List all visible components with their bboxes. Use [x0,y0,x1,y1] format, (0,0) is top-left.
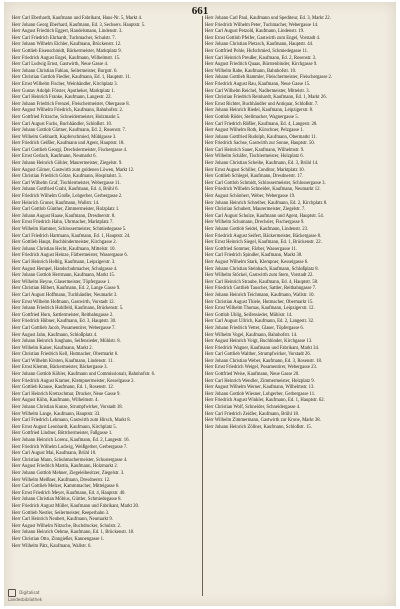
directory-entry: Herr Carl Friedrich Hartmann, Kaufmann, Ed. 1, Hauptstr. 24. [12,233,131,239]
directory-entry: Herr August Schönherr, Weber, Webergasse 19. [205,194,296,200]
document-page [4,2,396,606]
directory-entry: Herr Wilhelm Meißner, Kaufmann, Dresdnerstr. 12. [12,477,111,483]
directory-entry: Herr Carl Heinrich Preußer, Kaufmann, Ed. 2, Rosenstr. 3. [205,55,317,61]
directory-entry: Herr Johann Heinrich Oehme, Kaufmann, Ed. 1, Brückenstr. 18. [12,530,135,536]
directory-entry: Herr Carl Gottlieb Melzer, Kammmacher, Mittelgasse 6. [12,484,120,490]
directory-entry: Herr Ernst Richter, Buchhändler und Antiquar, Schloßstr. 7. [205,101,319,107]
directory-entry: Herr Friedrich Wilhelm Peter, Tuchmacher, Webergasse 14. [205,22,319,28]
directory-entry: Herr Johann Christian Weber, Kaufmann, Ed. 3, Rosenstr. 18. [205,358,323,364]
directory-entry: Herr Johann Heinrich Teichmann, Kaufmann, Wallstr. 10. [205,292,315,298]
directory-entry: Herr Carl Gottlieb Walther, Strumpfwirker, Vorstadt 26. [205,352,311,358]
right-column [205,16,393,431]
directory-entry: Herr Ernst Wilhelm Thomas, Kaufmann, Leipzigerstr. 12. [205,306,315,312]
directory-entry: Herr Christian Mann, Schuhmachermeister, Schustergasse 4. [12,457,128,463]
library-logo-icon [8,589,16,597]
directory-entry: Herr Friedrich Wagner, Kaufmann und Fabrikant, Markt 34. [205,345,320,351]
directory-entry: Herr Johann Gottlob Wiesner, Lohgerber, Gerbergasse 11. [205,391,316,397]
directory-entry: Herr August Friedrich Eggert, Handelsmann, Lindenstr. 3. [12,29,123,35]
directory-entry: Herr Carl Gottlieb Jacob, Posamentirer, Webergasse 7. [12,325,116,331]
directory-entry: Herr Christian Schubert, Maurermeister, Ziegelstr. 7. [205,207,306,213]
directory-entry: Herr Johann Heinrich Junghans, Seifensieder, Mühlstr. 8. [12,339,121,345]
directory-entry: Herr August Wilhelm Roth, Kürschner, Pelzgasse 1. [205,128,304,134]
directory-entry: Herr Johann Gottlob Mehner, Ziegeleibesitzer, Ziegelstr. 3. [12,470,125,476]
directory-entry: Herr Johann Gottlob Gärtner, Kaufmann, Ed. 2, Rosenstr. 7. [12,128,127,134]
directory-entry: Herr Friedrich August Engel, Kaufmann, Wilhelmstr. 15. [12,55,121,61]
directory-entry: Herr Johann Friedrich Vetter, Glaser, Töpfergasse 6. [205,325,304,331]
directory-entry: Herr Carl Gottlob Schmidt, Schlossermeister, Schlossergasse 3. [205,180,326,186]
directory-entry: Herr Johann Gottfried Rudolph, Kaufmann, Obermarkt 11. [205,134,317,140]
directory-entry: Herr Carl Gottlob Günther, Zimmermeister, Holzplatz 1. [12,207,120,213]
directory-entry: Herr Carl Heinrich Straube, Kaufmann, Ed. 4, Hauptstr. 58. [205,279,319,285]
directory-entry: Herr Wilhelm Schumann, Drechsler, Fischergasse 9. [205,220,305,226]
directory-entry: Herr Johann Christian Kunze, Strumpfwirker, Vorstadt 18. [12,405,123,411]
directory-entry: Herr Johann Gottlob Herrmann, Kaufmann, Markt 15. [12,273,116,279]
directory-entry: Herr Friedrich August Müller, Kaufmann und Fabrikant, Markt 20. [12,503,140,509]
directory-entry: Herr Johann Christian Hecht, Kaufmann, Mittelstr. 10. [12,246,116,252]
directory-entry: Herr Friedrich Sachse, Gastwirth zur Sonne, Hauptstr. 50. [205,141,315,147]
directory-entry: Herr August Wilhelm Friedrich, Kaufmann, Bahnhofstr. 2. [12,108,124,114]
directory-entry: Herr Johann Friedrich Frenzel, Fleischermeister, Obergasse 8. [12,101,130,107]
directory-entry: Herr Gottfried Pohle, Hufschmied, Schmiedegasse 11. [205,48,309,54]
library-watermark [8,589,42,602]
directory-entry: Herr Johann Carl Paul, Kaufmann und Spediteur, Ed. 3, Markt 22. [205,16,331,21]
directory-entry: Herr Johann Christian Fabian, Seilermeister, Burgstr. 6. [12,68,118,74]
directory-entry: Herr Ernst Friedrich Hahn, Uhrmacher, Marktplatz 7. [12,220,114,226]
directory-entry: Herr August Friedrich Quaas, Bürstenbinder, Kirchgasse 9. [205,62,318,68]
directory-entry: Herr Carl Gottlieb Georgi, Drechslermeister, Fischergasse 4. [12,147,128,153]
directory-entry: Herr Ernst Friedrich Weigel, Posamentirer, Webergasse 23. [205,365,318,371]
directory-entry: Herr Gottlieb Krause, Kaufmann, Ed. 1, Rosenstr. 12. [12,385,114,391]
directory-entry: Herr August Jahn, Kaufmann, Schloßplatz 4. [12,332,98,338]
directory-entry: Herr Wilhelm Pätz, Kaufmann, Wallstr. 6. [12,543,92,549]
directory-entry: Herr Friedrich August Rau, Kaufmann, Neue Gasse 15. [205,81,311,87]
directory-entry: Herr Wilhelm Stöckel, Gastwirth zum Stern, Vorstadt 22. [205,273,314,279]
directory-entry: Herr Friedrich Wilhelm Schneider, Kaufmann, Neumarkt 12. [205,187,321,193]
directory-entry: Herr Johann Christian Pietzsch, Kaufmann, Hauptstr. 44. [205,42,314,48]
directory-entry: Herr Ernst Wilhelm Fischer, Weinhändler, Kirchplatz 3. [12,81,118,87]
directory-entry: Herr Heinrich Gruner, Kaufmann, Wallstr. 14. [12,200,100,206]
directory-entry: Herr Friedrich Wilhelm Ludwig, Weißgerber, Gerbergasse 7. [12,444,128,450]
directory-entry: Herr Johann Gottfried Grahl, Kaufmann, Ed. 4, Brühl 6. [12,187,119,193]
directory-entry: Herr Gottlob Uhlig, Seifensieder, Mühlstr. 14. [205,312,293,318]
directory-entry: Herr Christian Gottlob Fiedler, Kaufmann, Ed. 1, Hauptstr. 11. [12,75,131,81]
directory-entry: Herr Friedrich August Kramer, Klempnermeister, Kesselgasse 2. [12,378,135,384]
directory-entry: Herr August Friedrich Martin, Kaufmann, Holzmarkt 2. [12,464,118,470]
directory-entry: Herr Carl Friedrich Lehmann, Gastwirth zum Hirsch, Markt 8. [12,418,131,424]
directory-entry: Herr Ernst August Schiller, Conditor, Marktplatz 10. [205,167,305,173]
directory-entry: Herr Carl Eberhardt, Kaufmann und Fabrikant, Haus-Nr. 5, Markt 4. [12,16,143,21]
watermark-line-1: Digitalisat [19,590,40,595]
directory-entry: Herr Carl Friedrich Spindler, Kaufmann, Markt 30. [205,253,303,259]
directory-entry: Herr Friedrich Hübner, Kaufmann, Ed. 3, Hauptstr. 30. [12,319,117,325]
directory-entry: Herr August Wilhelm Werner, Kaufmann, Wilhelmstr. 13. [205,385,315,391]
directory-entry: Herr Ernst Gerlach, Kaufmann, Neumarkt 6. [12,154,97,160]
directory-entry: Herr Carl Ludwig Ernst, Gastwirth, Neue Gasse 4. [12,62,109,68]
directory-entry: Herr Friedrich August Winkler, Kaufmann, Ed. 1, Hauptstr. 62. [205,398,325,404]
directory-entry: Herr Johann Wilhelm Eichler, Kaufmann, Brückenstr. 12. [12,42,122,48]
directory-entry: Herr Carl August Schulze, Kaufmann und Agent, Hauptstr. 54. [205,213,324,219]
directory-entry: Herr Carl Heinrich Franke, Kaufmann, Langestr. 22. [12,95,112,101]
directory-entry: Herr Wilhelm Hammer, Schlossermeister, Schmiedegasse 5. [12,227,127,232]
directory-entry: Herr Friedrich Geißler, Kaufmann und Agent, Hauptstr. 18. [12,141,125,147]
directory-entry: Herr Ernst August Leonhardt, Kaufmann, Kirchplatz 5. [12,424,117,430]
directory-entry: Herr Ernst Heinrich Siegel, Kaufmann, Ed. 1, Brückenstr. 22. [205,240,322,246]
directory-entry: Herr Carl Heinrich Kretzschmar, Drucker, Neue Gasse 9. [12,391,121,397]
directory-entry: Herr Gottfried Horn, Sattlermeister, Reitbahngasse 2. [12,312,114,318]
left-column [12,16,200,550]
directory-entry: Herr Ernst Wilhelm Hofmann, Gastwirth, Vorstadt 12. [12,299,115,305]
directory-entry: Herr Gottfried Weise, Kaufmann, Neue Gasse 20. [205,372,300,378]
directory-entry: Herr Christian Friedrich Kell, Hutmacher, Obermarkt 6. [12,352,119,358]
directory-entry: Herr Wilhelm Vogel, Kaufmann, Bahnhofstr. 14. [205,332,298,338]
directory-entry: Herr Ernst Gottlob Pfeifer, Gastwirth zum Engel, Vorstadt 4. [205,35,321,41]
column-divider [202,16,203,596]
directory-entry: Herr Johann Gottlieb Rammler, Fleischermeister, Fleischergasse 2. [205,75,333,81]
directory-entry: Herr Johann Heinrich Riedel, Kaufmann, Leipzigerstr. 8. [205,108,314,114]
directory-entry: Herr August Wilhelm Nitzsche, Buchdrucker, Schulstr. 2. [12,523,122,529]
directory-entry: Herr Gottlieb Eisenschmidt, Bäckermeister, Marktplatz 9. [12,48,122,54]
directory-entry: Herr Christian Hilbert, Kaufmann, Ed. 2, Lange Gasse 9. [12,286,121,292]
directory-entry: Herr Johann Gottlob Seidel, Kaufmann, Lindenstr. 23. [205,227,309,232]
directory-entry: Herr Johann Heinrich Lorenz, Kaufmann, Ed. 2, Langestr. 16. [12,438,130,443]
directory-entry: Herr Carl Wilhelm Kirsten, Kaufmann, Lindenstr. 11. [12,358,114,364]
directory-entry: Herr Carl August Hoffmann, Tuchhändler, Neumarkt 3. [12,292,118,298]
directory-entry: Herr Friedrich Gottlieb Tauscher, Sattler, Reitbahngasse 7. [205,286,317,292]
directory-entry: Herr Gottlob Röder, Stellmacher, Wagnergasse 5. [205,114,299,120]
directory-entry: Herr August Hempel, Handschuhmacher, Schulgasse 4. [12,266,118,272]
directory-entry: Herr Johann Georg Eberhard, Kaufmann, Ed. 3, Sechsers. Hauptstr. 5. [12,22,146,28]
directory-entry: Herr Gottlieb Haupt, Buchbindermeister, Kirchgasse 2. [12,240,117,246]
directory-entry: Herr Johann Gottlob Köhler, Kaufmann und Commissionair, Bahnhofstr. 6. [12,372,156,378]
watermark-line-2: Landesbibliothek [8,597,43,602]
directory-entry: Herr Christian Friedrich Götze, Kaufmann, Hospitalstr. 3. [12,174,122,180]
directory-entry: Herr Johann August Haase, Kaufmann, Dresdnerstr. 8. [12,213,116,219]
directory-entry: Herr Carl Friedrich Ehrhardt, Tuchmacher, Schulstr. 7. [12,35,116,41]
directory-entry: Herr Johann Friedrich Hohlfeld, Kaufmann, Brückenstr. 5. [12,306,124,312]
directory-entry: Herr Christian Friedrich Reinhardt, Kaufmann, Ed. 1, Markt 26. [205,95,327,101]
directory-entry: Herr Johann Heinrich Zöllner, Kaufmann, Schloßstr. 15. [205,424,312,430]
directory-entry: Herr August Heinrich Voigt, Buchbinder, Kirchgasse 13. [205,339,313,345]
directory-entry: Herr Carl Heinrich Wendler, Zimmermeister, Holzplatz 9. [205,378,315,384]
directory-entry: Herr Wilhelm Rabe, Kaufmann, Bahnhofstr. 10. [205,68,297,74]
directory-entry: Herr Gottlieb Nestler, Seilermeister, Reeperbahn 3. [12,510,110,516]
directory-entry: Herr August Kühn, Kaufmann, Wilhelmstr. 4. [12,398,99,404]
directory-entry: Herr Wilhelm Gebhardt, Kupferschmied, Mühlgasse 3. [12,134,117,140]
directory-entry: Herr Gottfried Sommer, Färber, Wassergasse 11. [205,246,298,252]
directory-entry: Herr Johann Christian Scheibe, Kaufmann, Ed. 3, Brühl 14. [205,161,319,167]
directory-entry: Herr Friedrich Wilhelm Große, Lohgerber, Gerbergasse 2. [12,194,123,200]
directory-entry: Herr Carl Friedrich Rößler, Kaufmann, Ed. 4, Langestr. 28. [205,121,318,127]
directory-entry: Herr Ernst Friedrich Meyer, Kaufmann, Ed. 4, Hauptstr. 40. [12,490,126,496]
directory-entry: Herr Johann Christian Steinbach, Kaufmann, Schloßplatz 8. [205,266,319,272]
directory-entry: Herr Carl August Petzold, Kaufmann, Lindenstr. 19. [205,29,305,35]
directory-entry: Herr Carl August Fuchs, Buchhändler, Schloßstr. 10. [12,121,113,127]
directory-entry: Herr Carl August Mai, Kaufmann, Brühl 10. [12,451,97,457]
directory-entry: Herr Johann Heinrich Göhler, Maurermeister, Ziegelstr. 9. [12,161,123,167]
directory-entry: Herr Carl Wilhelm Reichel, Nadlermeister, Mittelstr. 3. [205,88,310,94]
directory-entry: Herr Carl Wilhelm Graf, Tischlermeister, Webergasse 11. [12,180,121,186]
directory-entry: Herr August Wilhelm Stark, Klempner, Kesselgasse 6. [205,259,309,265]
directory-entry: Herr Wilhelm Zimmermann, Gastwirth zur Krone, Markt 38. [205,418,321,424]
directory-entry: Herr Johann Christian Möbius, Gürtler, Schmiedegasse 8. [12,497,122,503]
directory-entry: Herr Wilhelm Schäfer, Tischlermeister, Holzplatz 6. [205,154,304,160]
directory-entry: Herr Gottfried Lindner, Böttchermeister, Faßgasse 1. [12,431,113,437]
directory-entry: Herr Gustav Adolph Förster, Apotheker, Marktplatz 1. [12,88,115,94]
directory-entry: Herr Gottlieb Schlegel, Kaufmann, Dresdnerstr. 17. [205,174,304,180]
directory-entry: Herr Carl Friedrich Zeidler, Kaufmann, Brühl 18. [205,411,300,417]
directory-entry: Herr Friedrich August Seifert, Bäckermeister, Bäckergasse 8. [205,233,322,239]
directory-entry: Herr Carl Heinrich Neubert, Kaufmann, Neumarkt 9. [12,517,113,523]
directory-entry: Herr Wilhelm Lange, Kaufmann, Hauptstr. 33. [12,411,101,417]
directory-entry: Herr Wilhelm Heyne, Glasermeister, Töpfergasse 1. [12,279,111,285]
directory-entry: Herr Gottfried Fritzsche, Schneidermeister, Holzmarkt 5. [12,114,121,120]
directory-entry: Herr Christian August Thiele, Hutmacher, Obermarkt 15. [205,299,314,305]
directory-entry: Herr Friedrich August Heinze, Färbermeister, Wassergasse 6. [12,253,128,259]
directory-entry: Herr Wilhelm Kaiser, Kaufmann, Markt 2. [12,345,93,351]
directory-entry: Herr Carl Heinrich Sauer, Kaufmann, Wilhelmstr. 9. [205,147,305,153]
directory-entry: Herr Christian Otto, Zinngießer, Kannengasse 1. [12,536,105,542]
directory-entry: Herr August Görner, Gastwirth zum goldenen Löwen, Markt 12. [12,167,135,173]
page-number: 661 [191,5,209,17]
directory-entry: Herr Johann Heinrich Schreiber, Kaufmann, Ed. 2, Kirchplatz 8. [205,200,328,206]
directory-entry: Herr Carl August Ullrich, Kaufmann, Ed. 2, Langestr. 32. [205,319,315,325]
directory-entry: Herr Carl Heinrich Helbig, Kaufmann, Leipzigerstr. 3. [12,259,116,265]
directory-entry: Herr Ernst Klemm, Bäckermeister, Bäckergasse 3. [12,365,108,371]
directory-entry: Herr Christian Wolf, Schneider, Schneidergasse 4. [205,405,301,411]
